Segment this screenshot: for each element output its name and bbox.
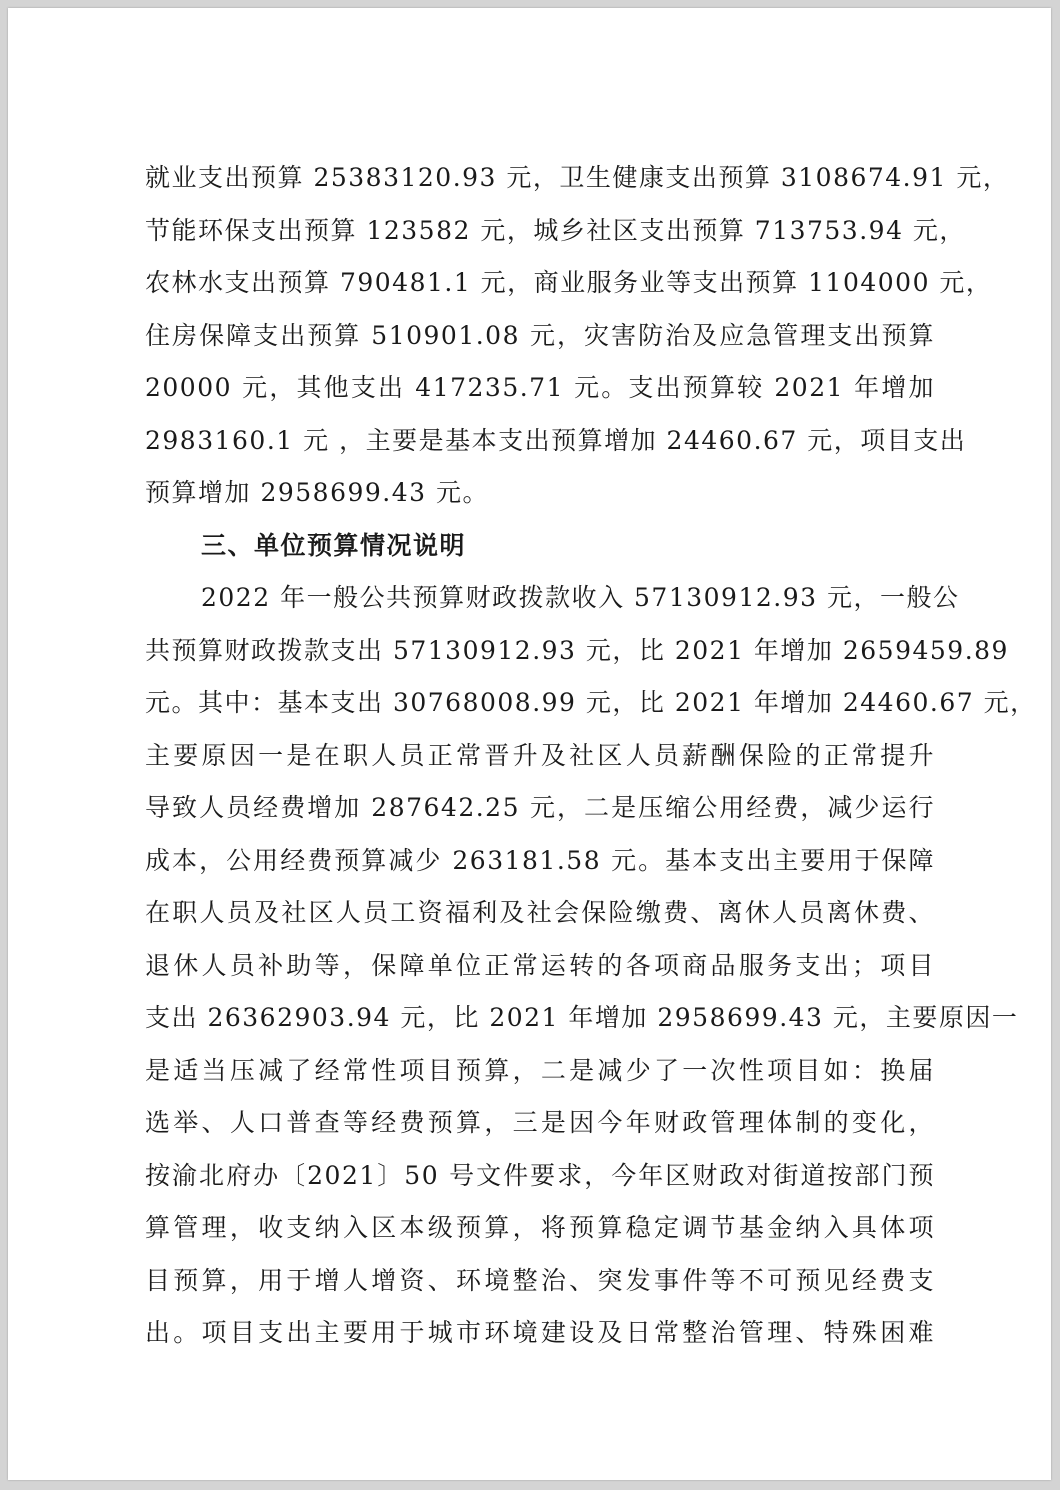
paragraph-expenditure-summary: [145, 152, 1010, 520]
text-line: 元。其中：基本支出 30768008.99 元，比 2021 年增加 24460.67 元，: [145, 688, 1037, 717]
text-line: 导致人员经费增加 287642.25 元，二是压缩公用经费，减少运行: [145, 793, 935, 822]
text-line: 选举、人口普查等经费预算，三是因今年财政管理体制的变化，: [145, 1108, 935, 1137]
text-line: 节能环保支出预算 123582 元，城乡社区支出预算 713753.94 元，: [145, 215, 966, 245]
text-line: 2022 年一般公共预算财政拨款收入 57130912.93 元，一般公: [201, 583, 960, 612]
text-line: 成本，公用经费预算减少 263181.58 元。基本支出主要用于保障: [145, 845, 935, 875]
document-page: [8, 8, 1051, 1480]
text-line: 按渝北府办〔2021〕50 号文件要求，今年区财政对街道按部门预: [145, 1160, 935, 1190]
text-line: 在职人员及社区人员工资福利及社会保险缴费、离休人员离休费、: [145, 898, 935, 927]
text-line: 退休人员补助等，保障单位正常运转的各项商品服务支出；项目: [145, 950, 935, 980]
text-line: 共预算财政拨款支出 57130912.93 元，比 2021 年增加 2659459.89: [145, 635, 1009, 665]
section-heading: 三、单位预算情况说明: [201, 530, 467, 560]
text-line: 预算增加 2958699.43 元。: [145, 478, 489, 507]
text-line: 农林水支出预算 790481.1 元，商业服务业等支出预算 1104000 元，: [145, 268, 993, 297]
document-body: [145, 152, 1037, 1360]
text-line: 20000 元，其他支出 417235.71 元。支出预算较 2021 年增加: [145, 373, 935, 402]
text-line: 是适当压减了经常性项目预算，二是减少了一次性项目如：换届: [145, 1055, 935, 1085]
text-line: 目预算，用于增人增资、环境整治、突发事件等不可预见经费支: [145, 1265, 935, 1295]
text-line: 出。项目支出主要用于城市环境建设及日常整治管理、特殊困难: [145, 1318, 935, 1347]
text-line: 就业支出预算 25383120.93 元，卫生健康支出预算 3108674.91 元，: [145, 163, 1010, 192]
text-line: 2983160.1 元 ，主要是基本支出预算增加 24460.67 元，项目支出: [145, 425, 967, 455]
text-line: 算管理，收支纳入区本级预算，将预算稳定调节基金纳入具体项: [145, 1213, 935, 1242]
paragraph-unit-budget: [145, 572, 1037, 1360]
text-line: 支出 26362903.94 元，比 2021 年增加 2958699.43 元，主要原因一: [145, 1003, 1019, 1032]
text-line: 住房保障支出预算 510901.08 元，灾害防治及应急管理支出预算: [145, 320, 935, 350]
text-line: 主要原因一是在职人员正常晋升及社区人员薪酬保险的正常提升: [145, 740, 935, 770]
